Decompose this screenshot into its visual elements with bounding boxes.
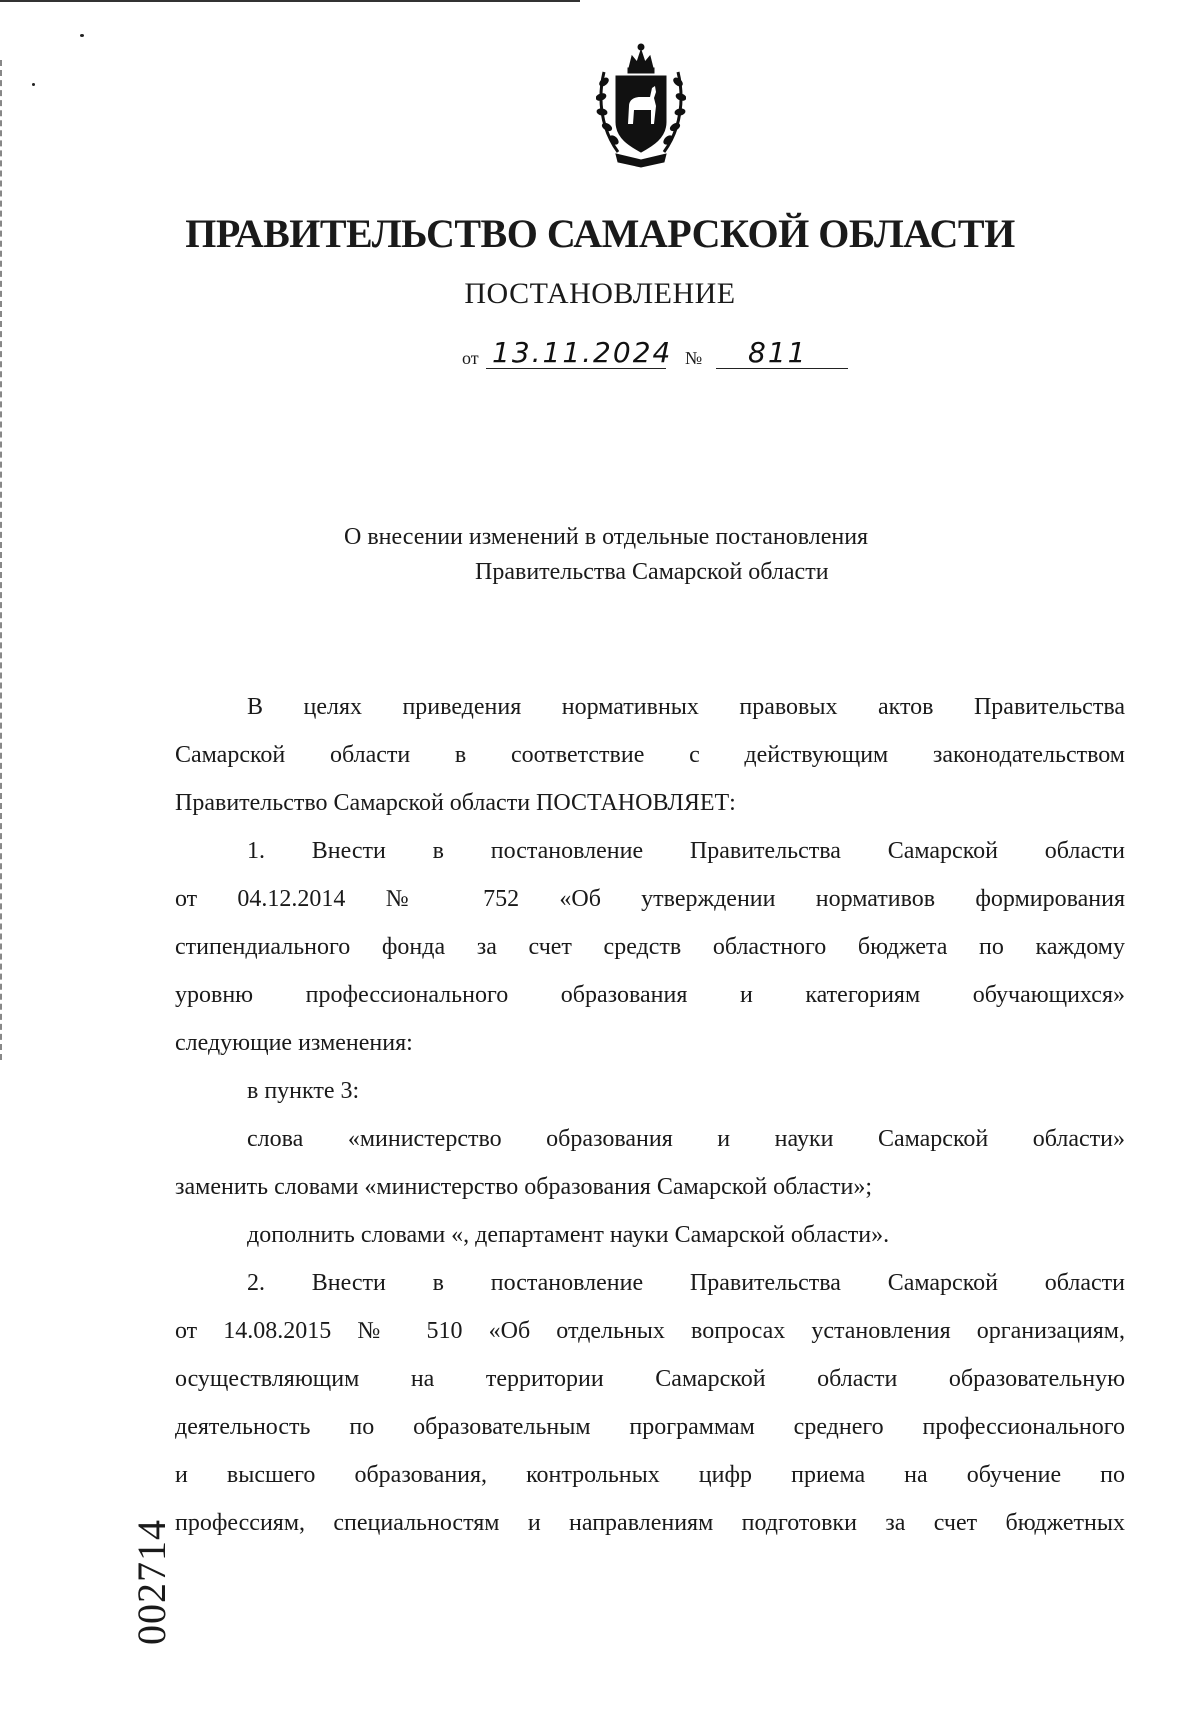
body-line: от 04.12.2014 № 752 «Об утверждении нормативов формирования bbox=[175, 886, 1125, 912]
body-line: 1. Внести в постановление Правительства Самарской области bbox=[247, 838, 1125, 864]
body-line: слова «министерство образования и науки Самарской области» bbox=[247, 1126, 1125, 1152]
body-line: следующие изменения: bbox=[175, 1030, 413, 1056]
subject-line-1: О внесении изменений в отдельные постановления bbox=[344, 524, 869, 550]
body-line: Самарской области в соответствие с действующим законодательством bbox=[175, 742, 1125, 768]
body-line: Правительство Самарской области ПОСТАНОВЛЯЕТ: bbox=[175, 790, 736, 816]
government-title: ПРАВИТЕЛЬСТВО САМАРСКОЙ ОБЛАСТИ bbox=[185, 211, 1015, 256]
body-line: 2. Внести в постановление Правительства Самарской области bbox=[247, 1270, 1125, 1296]
body-line: профессиям, специальностям и направлениям подготовки за счет бюджетных bbox=[175, 1510, 1125, 1536]
handwritten-date: 13.11.2024 bbox=[492, 336, 673, 369]
body-line: осуществляющим на территории Самарской области образовательную bbox=[175, 1366, 1125, 1392]
scan-edge-top bbox=[0, 0, 580, 2]
number-prefix: № bbox=[685, 348, 703, 368]
body-line: В целях приведения нормативных правовых актов Правительства bbox=[247, 694, 1125, 720]
body-line: дополнить словами «, департамент науки Самарской области». bbox=[247, 1222, 890, 1248]
body-line: и высшего образования, контрольных цифр приема на обучение по bbox=[175, 1462, 1125, 1488]
body-line: деятельность по образовательным программам среднего профессионального bbox=[175, 1414, 1125, 1440]
body-line: заменить словами «министерство образования Самарской области»; bbox=[175, 1174, 873, 1200]
subject-line-2: Правительства Самарской области bbox=[475, 559, 829, 585]
body-line: в пункте 3: bbox=[247, 1078, 360, 1104]
scan-speck bbox=[80, 34, 84, 37]
handwritten-number: 811 bbox=[748, 336, 808, 369]
body-line: от 14.08.2015 № 510 «Об отдельных вопросах установления организациям, bbox=[175, 1318, 1125, 1344]
samara-coat-of-arms-icon bbox=[596, 42, 686, 170]
document-body bbox=[175, 683, 1125, 1547]
body-line: стипендиального фонда за счет средств областного бюджета по каждому bbox=[175, 934, 1125, 960]
document-type: ПОСТАНОВЛЕНИЕ bbox=[464, 277, 736, 310]
date-prefix: от bbox=[462, 348, 479, 368]
body-line: уровню профессионального образования и категориям обучающихся» bbox=[175, 982, 1125, 1008]
scan-speck bbox=[32, 83, 35, 86]
side-registration-stamp: 002714 bbox=[129, 1519, 174, 1645]
